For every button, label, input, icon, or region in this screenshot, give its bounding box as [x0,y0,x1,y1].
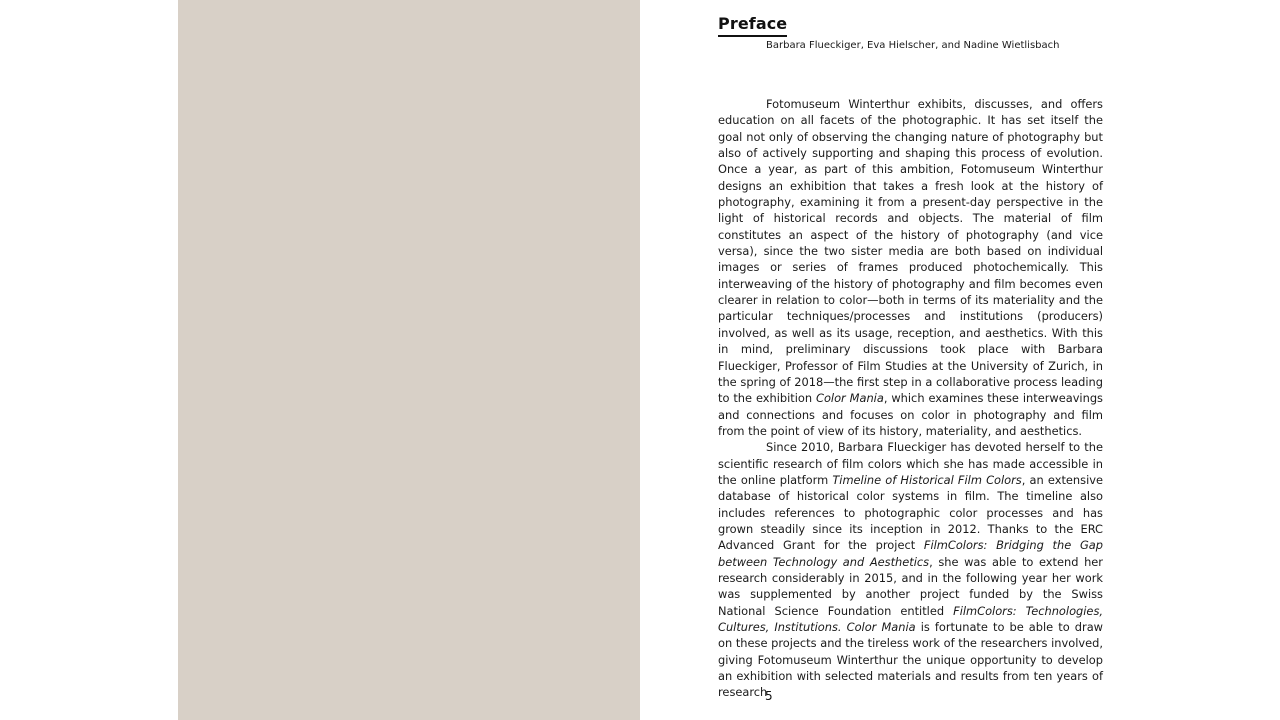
text-run: , an extensive database of historical color systems in film. The timeline also includes references to photographic color processes and has grown steadily since its inception in 2012. Thanks to the ERC Advanced Grant for the project [718,472,1103,553]
italic-title-run: FilmColors: Bridging the Gap between Technology and Aesthetics [718,538,1103,569]
page-number: 5 [765,689,773,703]
body-text [718,96,1103,701]
text-run: is fortunate to be able to draw on these projects and the tireless work of the researchers involved, giving Fotomuseum Winterthur the unique opportunity to develop an exhibition with selected materials and results from ten years of research [718,620,1103,700]
paragraph [718,439,1103,701]
text-run: Since 2010, Barbara Flueckiger has devoted herself to the scientific research of film colors which she has made accessible in the online platform [718,440,1103,487]
authors-line: Barbara Flueckiger, Eva Hielscher, and Nadine Wietlisbach [766,40,1060,51]
italic-title-run: FilmColors: Technologies, Cultures, Institutions. Color Mania [718,603,1103,634]
paragraph [718,96,1103,439]
italic-title-run: Timeline of Historical Film Colors [832,472,1022,487]
italic-title-run: Color Mania [816,391,884,406]
left-page-blank [178,0,640,720]
page-title: Preface [718,14,787,37]
text-run: , she was able to extend her research considerably in 2015, and in the following year her work was supplemented by another project funded by the Swiss National Science Foundation entitled [718,554,1103,618]
text-run: Fotomuseum Winterthur exhibits, discusses, and offers education on all facets of the photographic. It has set itself the goal not only of observing the changing nature of photography but also of actively supporting and shaping this process of evolution. Once a year, as part of this ambition, Fotomuseum Winterthur designs an exhibition that takes a fresh look at the history of photography, examining it from a present-day perspective in the light of historical records and objects. The material of film constitutes an aspect of the history of photography (and vice versa), since the two sister media are both based on individual images or series of frames produced photochemically. This interweaving of the history of photography and film becomes even clearer in relation to color—both in terms of its materiality and the particular techniques/processes and institutions (producers) involved, as well as its usage, reception, and aesthetics. With this in mind, preliminary discussions took place with Barbara Flueckiger, Professor of Film Studies at the University of Zurich, in the spring of 2018—the first step in a collaborative process leading to the exhibition [718,97,1103,406]
text-run: , which examines these interweavings and connections and focuses on color in photography and film from the point of view of its history, materiality, and aesthetics. [718,391,1103,438]
